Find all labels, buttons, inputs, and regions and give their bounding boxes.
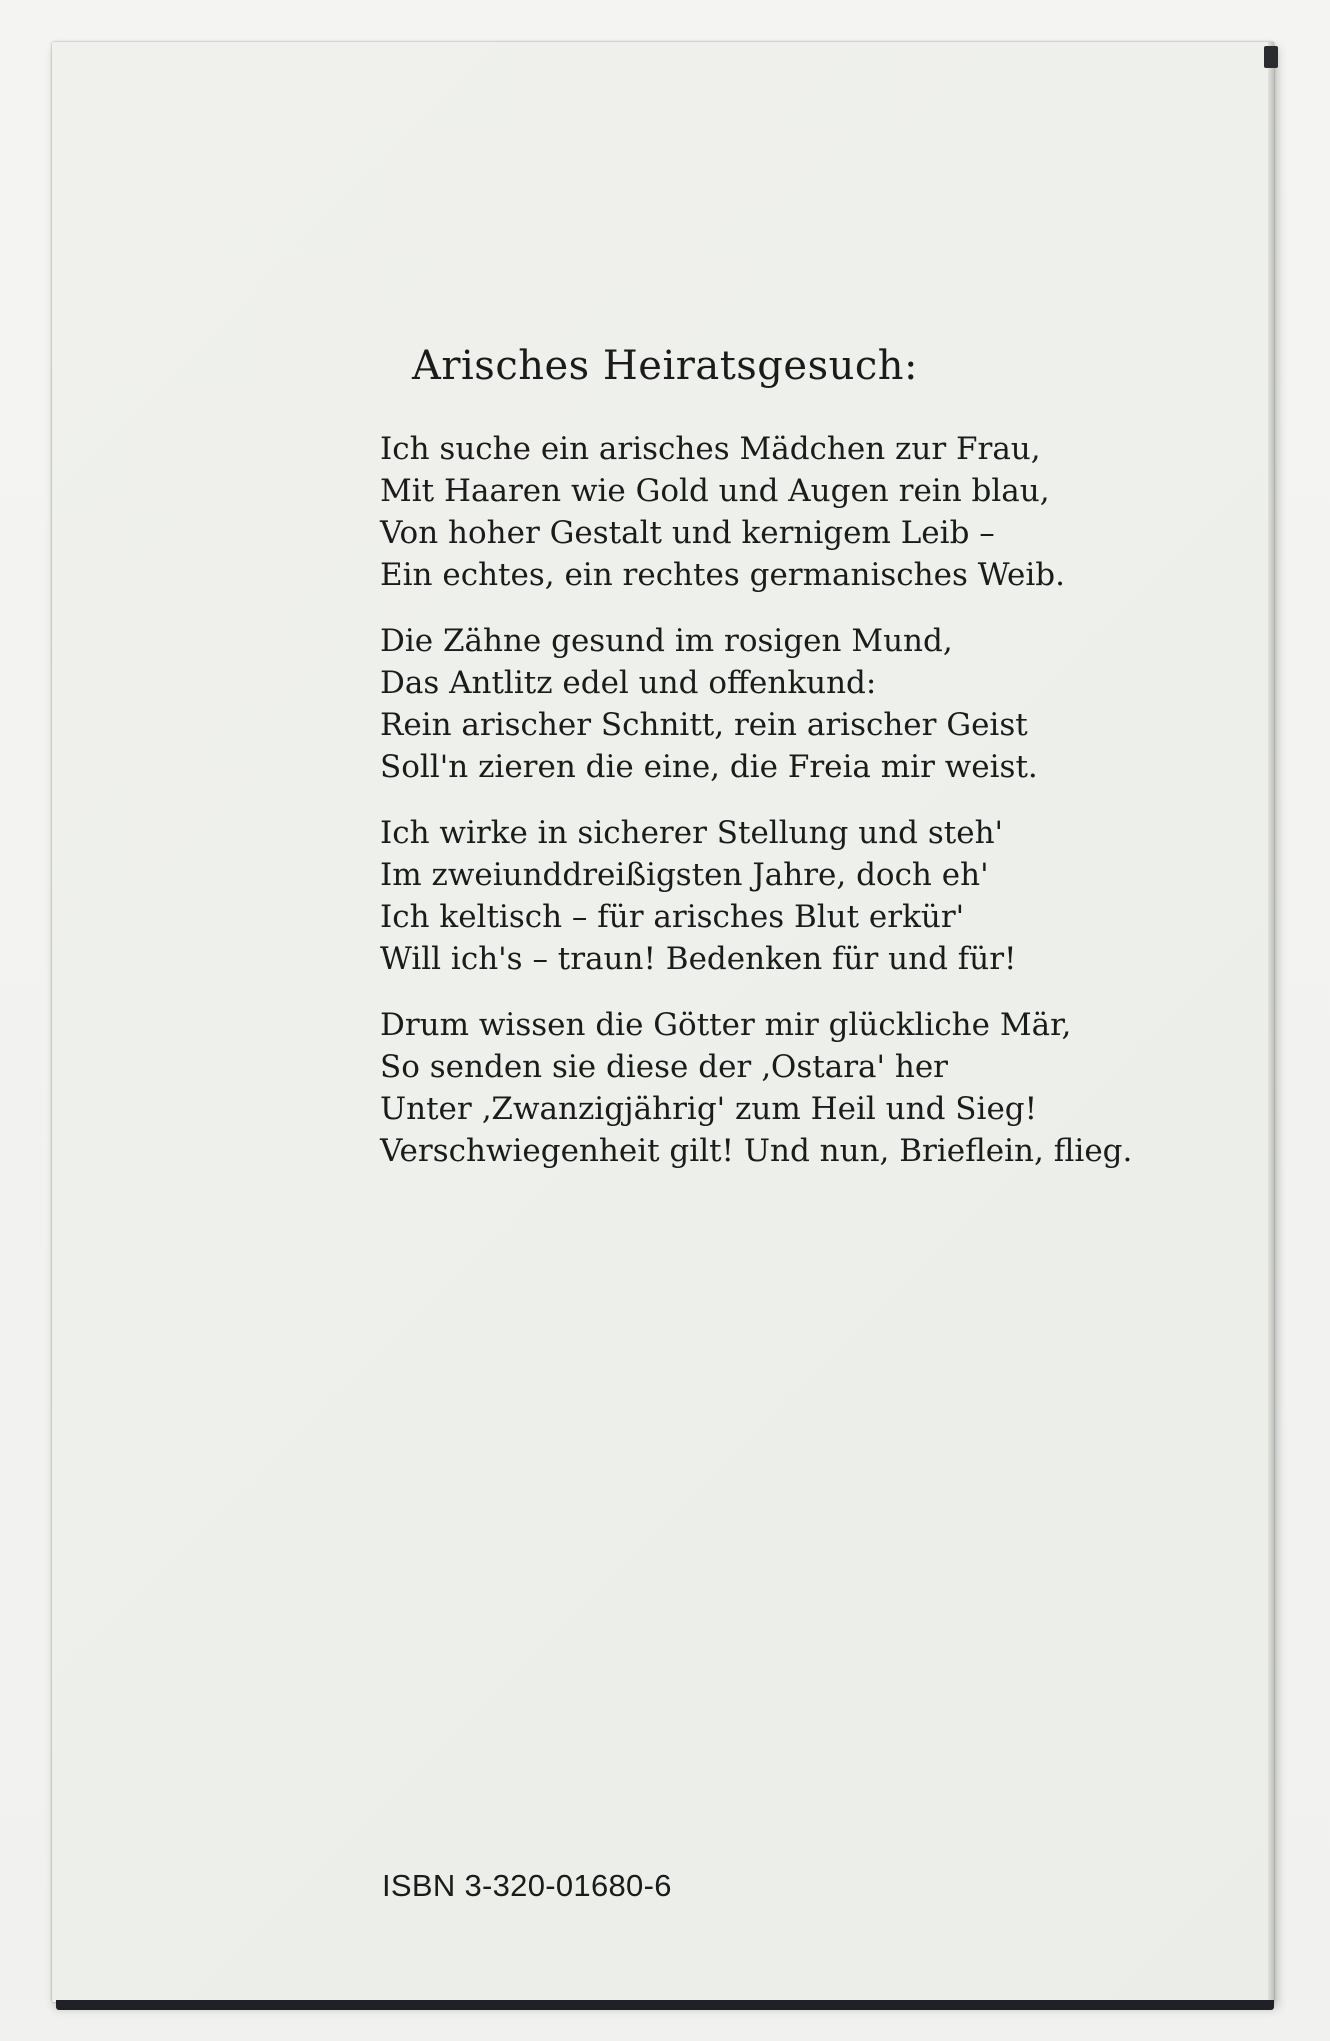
poem-line: Rein arischer Schnitt, rein arischer Geist: [380, 707, 1028, 743]
poem-line: Die Zähne gesund im rosigen Mund,: [380, 623, 953, 659]
stanza: [380, 620, 1280, 788]
stanza: [380, 1004, 1280, 1172]
poem-line: So senden sie diese der ‚Ostara' her: [380, 1049, 949, 1085]
poem-line: Ein echtes, ein rechtes germanisches Weib.: [380, 557, 1065, 593]
stanza: [380, 812, 1280, 980]
poem-line: Ich suche ein arisches Mädchen zur Frau,: [380, 431, 1041, 467]
poem-line: Das Antlitz edel und offenkund:: [380, 665, 877, 701]
poem-line: Von hoher Gestalt und kernigem Leib –: [380, 515, 995, 551]
poem-line: Ich keltisch – für arisches Blut erkür': [380, 899, 965, 935]
isbn-label: ISBN 3-320-01680-6: [382, 1868, 672, 1903]
poem-body: [380, 428, 1280, 1196]
poem-line: Soll'n zieren die eine, die Freia mir weist.: [380, 749, 1038, 785]
poem-line: Ich wirke in sicherer Stellung und steh': [380, 815, 1004, 851]
poem-line: Mit Haaren wie Gold und Augen rein blau,: [380, 473, 1050, 509]
book-corner: [1264, 46, 1278, 68]
poem-line: Will ich's – traun! Bedenken für und für!: [380, 941, 1017, 977]
poem-line: Unter ‚Zwanzigjährig' zum Heil und Sieg!: [380, 1091, 1038, 1127]
poem-line: Verschwiegenheit gilt! Und nun, Brieflein, flieg.: [380, 1133, 1133, 1169]
stanza: [380, 428, 1280, 596]
poem-line: Drum wissen die Götter mir glückliche Mär,: [380, 1007, 1072, 1043]
poem-title: Arisches Heiratsgesuch:: [411, 343, 919, 389]
poem-line: Im zweiunddreißigsten Jahre, doch eh': [380, 857, 989, 893]
book-bottom-edge: [56, 2000, 1274, 2010]
